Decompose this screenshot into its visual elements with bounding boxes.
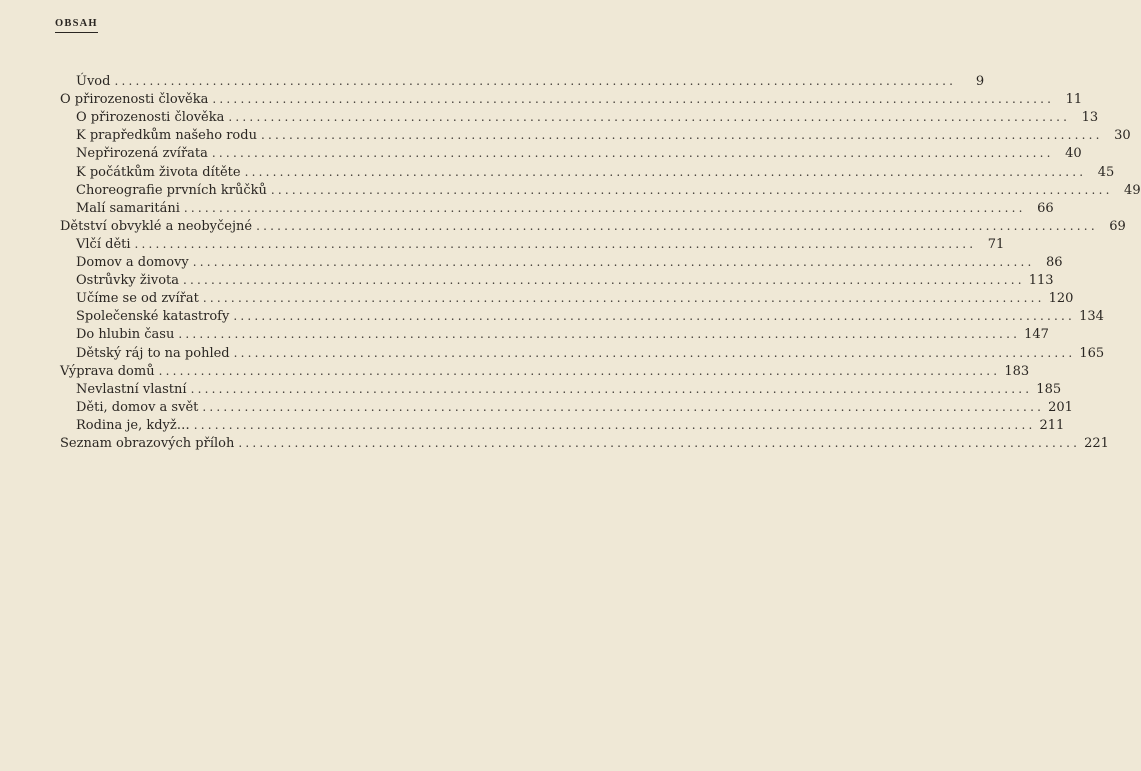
toc-entry-title: O přirozenosti člověka [60, 92, 209, 108]
toc-entry-title: Nepřirozená zvířata [76, 146, 208, 162]
toc-entry [76, 398, 1073, 416]
toc-leader-dots: ........................................................................................................................ [134, 236, 977, 251]
toc-leader-dots: ........................................................................................................................ [211, 146, 1054, 161]
toc-entry-page: 9 [975, 74, 985, 89]
toc-entry-title: Dětský ráj to na pohled [76, 345, 230, 361]
toc-entry [76, 108, 1099, 126]
page-heading: OBSAH [55, 18, 98, 33]
toc-entry-page: 13 [1081, 110, 1099, 126]
toc-leader-dots: ........................................................................................................................ [228, 110, 1071, 125]
toc-entry-title: Ostrůvky života [76, 273, 179, 289]
toc-entry-title: Nevlastní vlastní [76, 381, 187, 397]
toc-entry-page: 30 [1114, 128, 1131, 144]
toc-leader-dots: ........................................................................................................................ [183, 200, 1026, 215]
toc-entry-title: O přirozenosti člověka [76, 110, 225, 126]
toc-entry-page: 49 [1124, 182, 1141, 198]
toc-entry [76, 235, 1005, 253]
toc-entry-title: Domov a domovy [76, 255, 189, 270]
toc-entry-title: Rodina je, když… [76, 417, 190, 433]
toc-entry [60, 90, 1083, 108]
toc-leader-dots: ........................................................................................................................ [192, 255, 1035, 269]
toc-entry-page: 113 [1028, 273, 1054, 289]
toc-entry-title: K prapředkům našeho rodu [76, 128, 257, 144]
toc-entry-title: Seznam obrazových příloh [60, 436, 235, 451]
toc-entry-page: 69 [1109, 218, 1126, 234]
toc-entry-page: 165 [1079, 345, 1105, 361]
toc-entry-page: 221 [1084, 436, 1109, 451]
toc-leader-dots: ........................................................................................................................ [260, 128, 1103, 143]
toc-entry-page: 201 [1048, 399, 1073, 415]
toc-entry-title: Děti, domov a svět [76, 399, 199, 415]
toc-leader-dots: ........................................................................................................................ [212, 92, 1055, 107]
toc-entry-page: 120 [1048, 291, 1074, 307]
toc-entry-page: 86 [1045, 255, 1063, 270]
toc-entry [76, 344, 1105, 362]
toc-entry-title: K počátkům života dítěte [76, 164, 241, 180]
toc-entry-page: 45 [1097, 164, 1115, 180]
toc-entry-title: Dětství obvyklé a neobyčejné [60, 218, 253, 234]
toc-entry [76, 307, 1104, 325]
toc-leader-dots: ........................................................................................................................ [270, 182, 1113, 197]
toc-entry [60, 362, 1030, 380]
toc-entry-page: 134 [1079, 309, 1104, 325]
toc-leader-dots: ........................................................................................................................ [190, 381, 1033, 396]
toc-entry [76, 416, 1065, 434]
toc-entry [60, 434, 1109, 452]
toc-entry [76, 271, 1054, 289]
toc-entry-title: Choreografie prvních krůčků [76, 182, 267, 198]
toc-leader-dots: ........................................................................................................................ [193, 417, 1036, 432]
toc-entry-page: 71 [987, 236, 1005, 252]
toc-leader-dots: ........................................................................................................................ [178, 327, 1021, 342]
toc-entry [76, 181, 1141, 199]
toc-entry-title: Výprava domů [60, 363, 155, 379]
toc-entry-page: 66 [1037, 200, 1054, 216]
toc-leader-dots: ........................................................................................................................ [183, 273, 1025, 288]
toc-leader-dots: ........................................................................................................................ [238, 436, 1081, 450]
toc-leader-dots: ........................................................................................................................ [114, 74, 957, 88]
toc-entry [76, 199, 1054, 217]
toc-leader-dots: ........................................................................................................................ [256, 218, 1098, 233]
toc-leader-dots: ........................................................................................................................ [233, 309, 1076, 324]
toc-entry-page: 40 [1065, 146, 1082, 162]
toc-entry-title: Vlčí děti [76, 236, 131, 252]
toc-entry-title: Malí samaritáni [76, 200, 180, 216]
toc-entry [76, 144, 1082, 162]
toc-entry [76, 253, 1063, 271]
toc-entry [60, 217, 1126, 235]
toc-entry-page: 185 [1036, 381, 1062, 397]
toc-entry [76, 289, 1074, 307]
toc-leader-dots: ........................................................................................................................ [244, 164, 1087, 179]
toc-entry-title: Do hlubin času [76, 327, 175, 343]
toc-leader-dots: ........................................................................................................................ [158, 363, 1001, 378]
toc-entry-page: 147 [1024, 327, 1049, 343]
toc-entry [76, 163, 1115, 181]
toc-entry-title: Společenské katastrofy [76, 309, 230, 325]
toc-entry-title: Úvod [76, 74, 111, 89]
toc-leader-dots: ........................................................................................................................ [233, 345, 1076, 360]
toc-entry [76, 380, 1062, 398]
toc-entry [76, 126, 1131, 144]
toc-entry-page: 183 [1004, 363, 1030, 379]
toc-entry [76, 325, 1049, 343]
toc-leader-dots: ........................................................................................................................ [202, 399, 1045, 414]
toc-leader-dots: ........................................................................................................................ [202, 291, 1045, 306]
toc-entry-title: Učíme se od zvířat [76, 291, 199, 307]
toc-entry-page: 11 [1065, 92, 1083, 108]
toc-entry [76, 72, 985, 90]
toc-entry-page: 211 [1039, 417, 1065, 433]
